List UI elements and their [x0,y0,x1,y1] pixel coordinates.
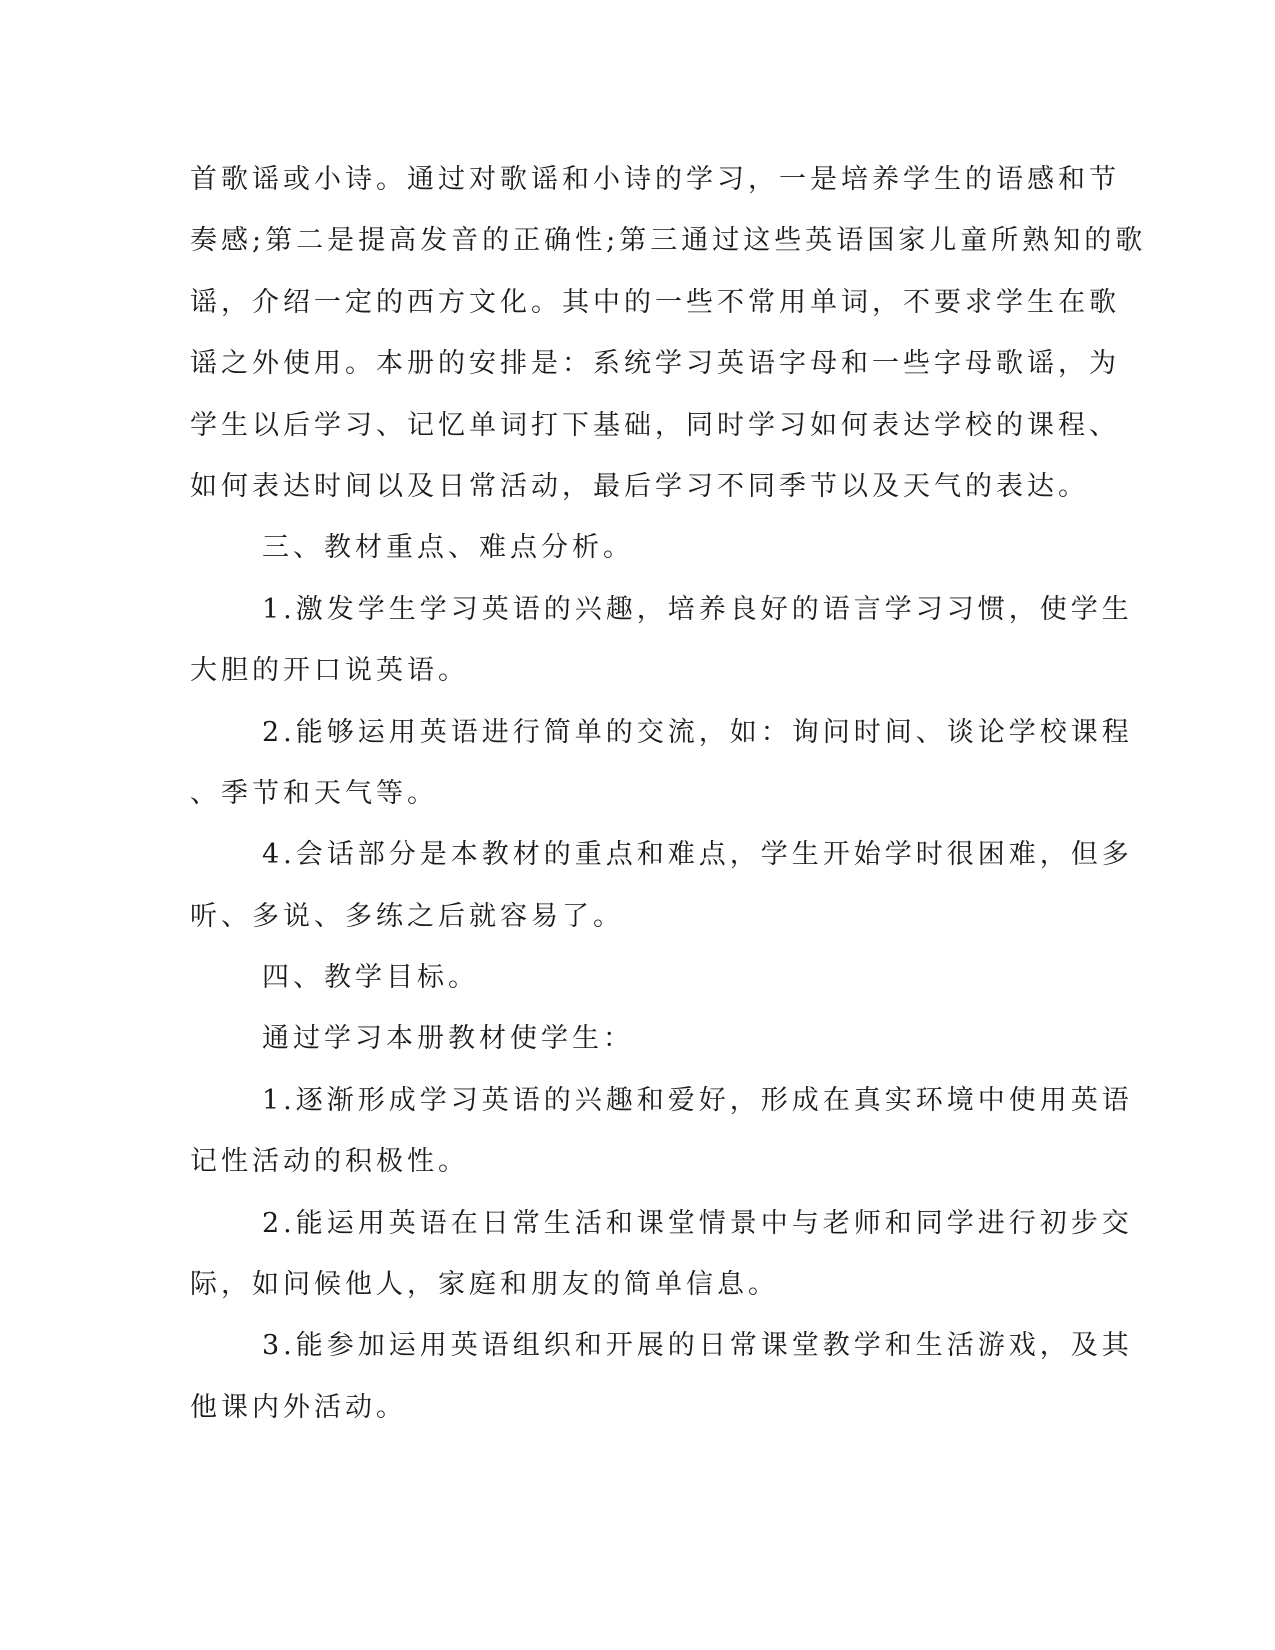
section-heading-key-points [190,528,1090,589]
text-line: 听、多说、多练之后就容易了。 [190,900,624,932]
section-heading: 四、教学目标。 [262,962,479,994]
text-line: 、季节和天气等。 [190,777,438,809]
text-line: 2.能够运用英语进行简单的交流，如：询问时间、谈论学校课程 [262,716,1133,748]
text-line: 4.会话部分是本教材的重点和难点，学生开始学时很困难，但多 [262,839,1133,871]
paragraph-goal-3 [190,1326,1133,1449]
text-line: 谣，介绍一定的西方文化。其中的一些不常用单词，不要求学生在歌 [190,286,1120,318]
paragraph-goal-1 [190,1081,1133,1204]
text-line: 首歌谣或小诗。通过对歌谣和小诗的学习，一是培养学生的语感和节 [190,164,1120,195]
paragraph-key-point-1 [190,590,1133,713]
paragraph-songs-intro [190,160,1147,528]
paragraph-goals-intro [190,1019,1090,1080]
text-line: 谣之外使用。本册的安排是：系统学习英语字母和一些字母歌谣，为 [190,348,1120,380]
text-line: 奏感;第二是提高发音的正确性;第三通过这些英语国家儿童所熟知的歌 [190,225,1147,257]
paragraph-key-point-4 [190,835,1133,958]
text-line: 1.逐渐形成学习英语的兴趣和爱好，形成在真实环境中使用英语 [262,1084,1133,1116]
text-line: 际，如问候他人，家庭和朋友的简单信息。 [190,1269,779,1301]
text-line: 记性活动的积极性。 [190,1146,469,1178]
text-line: 他课内外活动。 [190,1391,407,1423]
text-line: 大胆的开口说英语。 [190,655,469,687]
text-line: 2.能运用英语在日常生活和课堂情景中与老师和同学进行初步交 [262,1207,1133,1239]
paragraph-goal-2 [190,1204,1133,1327]
text-line: 1.激发学生学习英语的兴趣，培养良好的语言学习习惯，使学生 [262,593,1133,625]
document-body [190,160,1147,1449]
text-line: 学生以后学习、记忆单词打下基础，同时学习如何表达学校的课程、 [190,409,1120,441]
section-heading: 三、教材重点、难点分析。 [262,532,634,564]
text-line: 3.能参加运用英语组织和开展的日常课堂教学和生活游戏，及其 [262,1330,1133,1362]
text-line: 通过学习本册教材使学生： [262,1023,634,1055]
paragraph-key-point-2 [190,713,1133,836]
section-heading-teaching-goals [190,958,1090,1019]
text-line: 如何表达时间以及日常活动，最后学习不同季节以及天气的表达。 [190,470,1089,502]
